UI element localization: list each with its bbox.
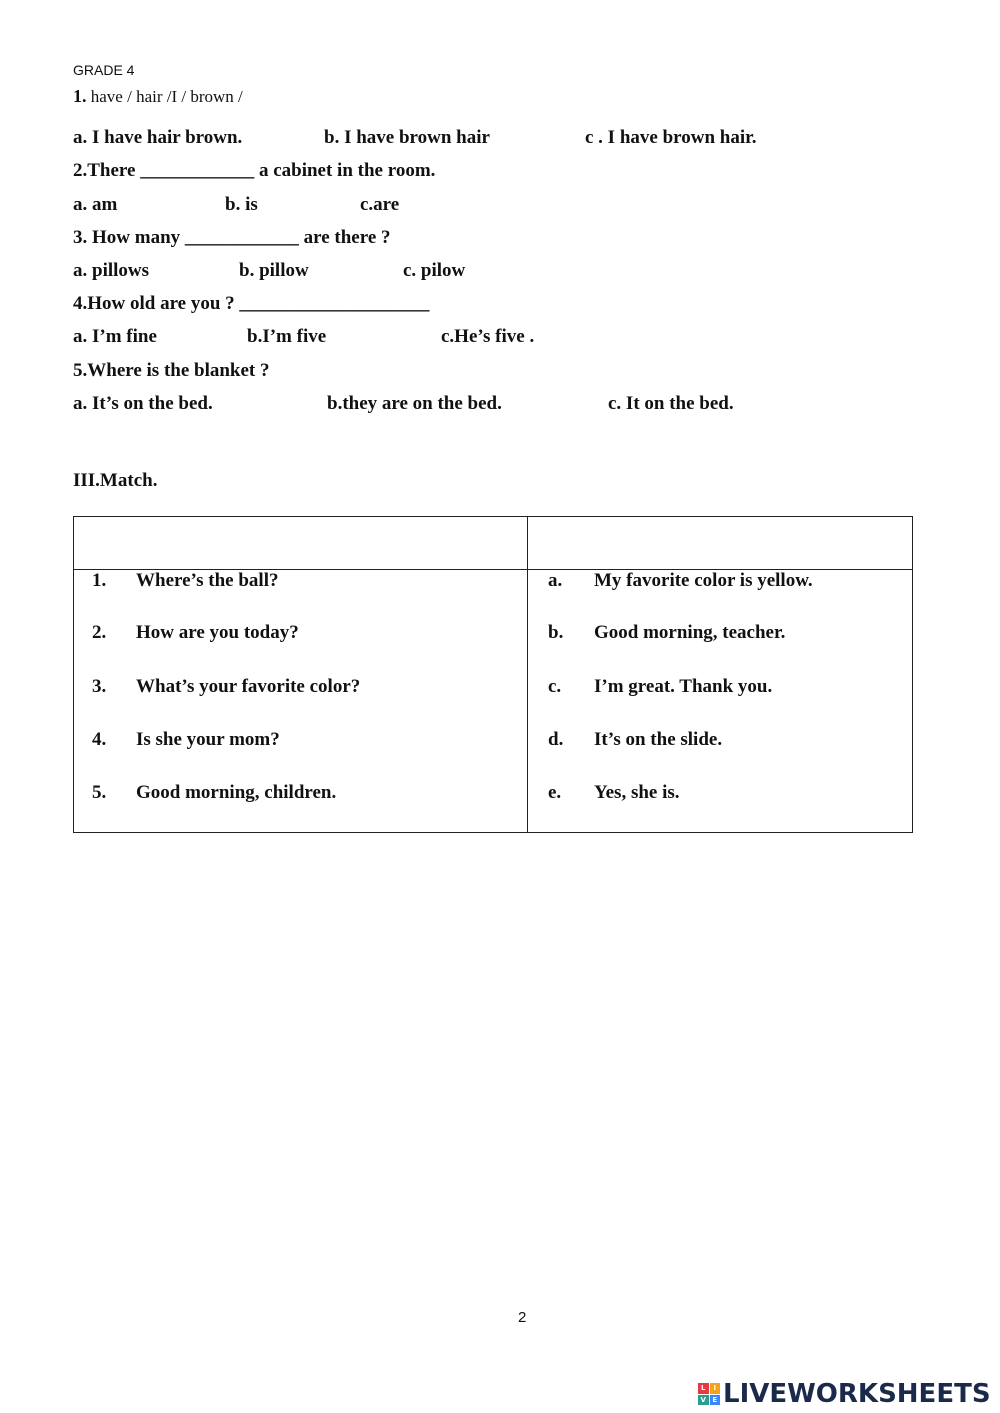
q3-option-c[interactable]: c. pilow [403, 260, 466, 281]
grade-label: GRADE 4 [73, 62, 135, 78]
item-number: 1. [92, 570, 107, 591]
question-1-words: have / hair /I / brown / [90, 87, 243, 106]
item-number: 2. [92, 622, 107, 643]
item-letter: c. [548, 676, 562, 697]
item-text: My favorite color is yellow. [594, 570, 813, 591]
logo-text: LIVEWORKSHEETS [723, 1379, 991, 1409]
q5-option-a[interactable]: a. It’s on the bed. [73, 393, 213, 414]
question-1-prompt [73, 86, 243, 107]
item-letter: a. [548, 570, 563, 591]
item-number: 3. [92, 676, 107, 697]
match-table [73, 516, 913, 833]
item-text: I’m great. Thank you. [594, 676, 773, 697]
item-text: What’s your favorite color? [136, 676, 361, 697]
q4-option-c[interactable]: c.He’s five . [441, 326, 535, 347]
q1-option-b[interactable]: b. I have brown hair [324, 127, 490, 148]
section-3-title: III.Match. [73, 470, 158, 491]
q2-option-a[interactable]: a. am [73, 194, 118, 215]
question-2-prompt: 2.There ____________ a cabinet in the room. [73, 160, 436, 181]
question-1-number: 1. [73, 86, 87, 106]
q3-option-b[interactable]: b. pillow [239, 260, 309, 281]
q3-option-a[interactable]: a. pillows [73, 260, 150, 281]
item-letter: e. [548, 782, 562, 803]
match-right-column [528, 570, 913, 833]
item-text: How are you today? [136, 622, 299, 643]
item-number: 5. [92, 782, 107, 803]
item-letter: d. [548, 729, 564, 750]
item-text: Good morning, children. [136, 782, 337, 803]
question-4-prompt: 4.How old are you ? ____________________ [73, 293, 430, 314]
match-header-right [528, 517, 913, 570]
item-text: Where’s the ball? [136, 570, 279, 591]
liveworksheets-logo[interactable] [698, 1378, 991, 1410]
item-letter: b. [548, 622, 564, 643]
q5-option-c[interactable]: c. It on the bed. [608, 393, 734, 414]
question-3-prompt: 3. How many ____________ are there ? [73, 227, 391, 248]
logo-mark-icon: L I V E [698, 1383, 720, 1405]
page-number: 2 [518, 1309, 527, 1326]
item-text: Yes, she is. [594, 782, 680, 803]
match-left-column [74, 570, 528, 833]
item-number: 4. [92, 729, 107, 750]
question-5-prompt: 5.Where is the blanket ? [73, 360, 270, 381]
q1-option-c[interactable]: c . I have brown hair. [585, 127, 757, 148]
item-text: It’s on the slide. [594, 729, 723, 750]
item-text: Good morning, teacher. [594, 622, 786, 643]
match-header-left [74, 517, 528, 570]
q1-option-a[interactable]: a. I have hair brown. [73, 127, 243, 148]
q4-option-a[interactable]: a. I’m fine [73, 326, 157, 347]
q2-option-c[interactable]: c.are [360, 194, 400, 215]
q5-option-b[interactable]: b.they are on the bed. [327, 393, 502, 414]
q4-option-b[interactable]: b.I’m five [247, 326, 327, 347]
q2-option-b[interactable]: b. is [225, 194, 258, 215]
item-text: Is she your mom? [136, 729, 280, 750]
